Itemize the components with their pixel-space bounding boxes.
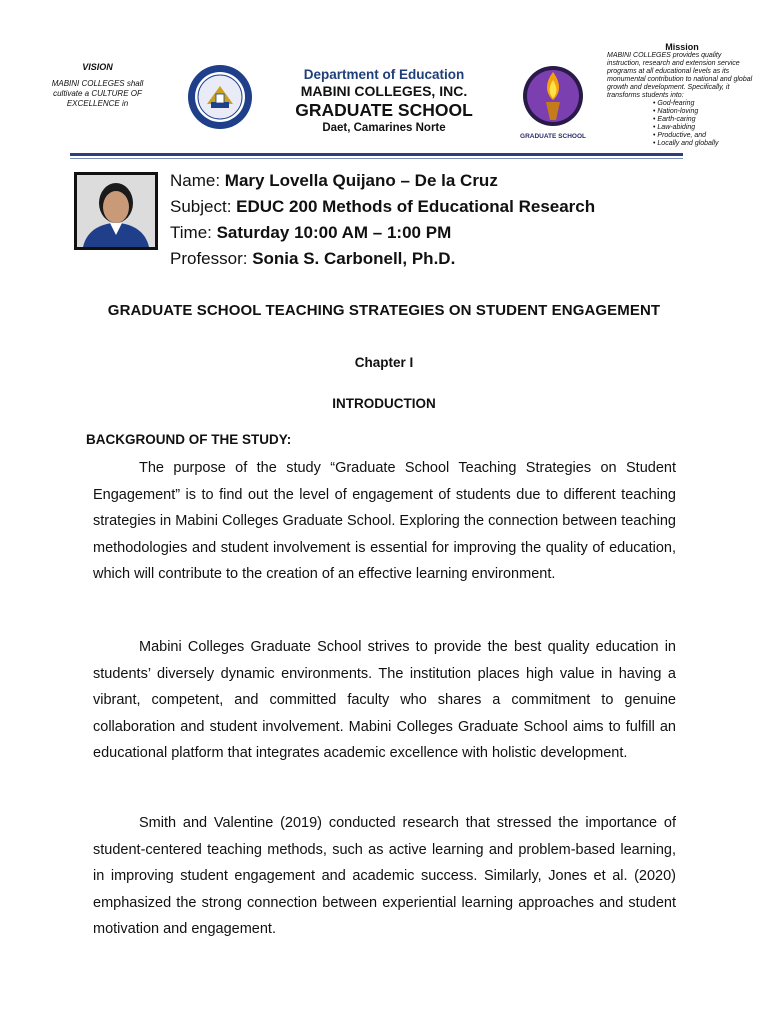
name-line [170, 168, 595, 194]
school-location: Daet, Camarines Norte [322, 122, 446, 134]
school-name: GRADUATE SCHOOL [295, 100, 473, 120]
mission-item: • Nation-loving [653, 108, 757, 116]
paragraph-text: The purpose of the study “Graduate School Teaching Strategies on Student Engagement” is to find out the level of engagement of students due to different teaching strategies in Mabini Colleges Graduate School. Exploring the connection between teaching methodologies and student involvement is essential for improving the quality of education, which will contribute to the creation of an effective learning environment. [93, 460, 676, 582]
vision-block [40, 62, 155, 109]
mission-item: • Locally and globally [653, 140, 757, 148]
institution-name: MABINI COLLEGES, INC. [300, 83, 468, 99]
mission-item: • Law-abiding [653, 124, 757, 132]
professor-label: Professor: [170, 249, 253, 268]
time-value: Saturday 10:00 AM – 1:00 PM [216, 223, 452, 242]
subsection-heading: BACKGROUND OF THE STUDY: [86, 432, 292, 447]
graduate-school-seal [512, 64, 594, 140]
paragraph [93, 634, 676, 767]
subject-line [170, 194, 595, 220]
header-divider [70, 153, 683, 156]
subject-label: Subject: [170, 197, 237, 216]
paper-title: GRADUATE SCHOOL TEACHING STRATEGIES ON STUDENT ENGAGEMENT [107, 302, 661, 319]
subject-value: EDUC 200 Methods of Educational Research [236, 197, 596, 216]
seal-label: GRADUATE SCHOOL [520, 133, 586, 140]
portrait-icon [77, 175, 155, 247]
mission-text: MABINI COLLEGES provides quality instruction, research and extension service programs at all educational levels as its monumental contribution to national and global growth and development. Specifically, it transforms students into: [607, 52, 753, 99]
time-line [170, 220, 595, 246]
paragraph-text: Smith and Valentine (2019) conducted research that stressed the importance of student-centered teaching methods, such as active learning and problem-based learning, in improving student engagement and academic success. Similarly, Jones et al. (2020) emphasized the strong connection between experiential learning approaches and student motivation and engagement. [93, 815, 676, 937]
paragraph [93, 455, 676, 588]
name-label: Name: [170, 171, 225, 190]
department-name: Department of Education [303, 67, 465, 82]
paragraph-text: Mabini Colleges Graduate School strives to provide the best quality education in students’ diversely dynamic environments. The institution places high value in having a vibrant, competent, and committed faculty who shares a commitment to genuine collaboration and student involvement. Mabini Colleges Graduate School aims to fulfill an educational platform that integrates academic excellence with holistic development. [93, 639, 676, 761]
mabini-colleges-seal [187, 64, 253, 130]
time-label: Time: [170, 223, 217, 242]
mission-item: • Earth-caring [653, 116, 757, 124]
professor-value: Sonia S. Carbonell, Ph.D. [252, 249, 456, 268]
mission-item: • Productive, and [653, 132, 757, 140]
mission-block [607, 43, 757, 148]
chapter-heading: Chapter I [354, 355, 414, 370]
section-heading: INTRODUCTION [332, 396, 436, 411]
vision-text: MABINI COLLEGES shall cultivate a CULTURE OF EXCELLENCE in [51, 79, 144, 108]
paragraph [93, 810, 676, 943]
institution-header [272, 66, 496, 136]
mission-item: • God-fearing [653, 100, 757, 108]
vision-heading: VISION [82, 62, 113, 72]
header-divider-thin [70, 158, 683, 159]
professor-line [170, 246, 595, 272]
mission-heading: Mission [665, 42, 699, 52]
student-info [170, 168, 595, 272]
student-name: Mary Lovella Quijano – De la Cruz [224, 171, 498, 190]
mission-list [607, 100, 757, 148]
torch-icon [512, 64, 594, 128]
student-photo [74, 172, 158, 250]
